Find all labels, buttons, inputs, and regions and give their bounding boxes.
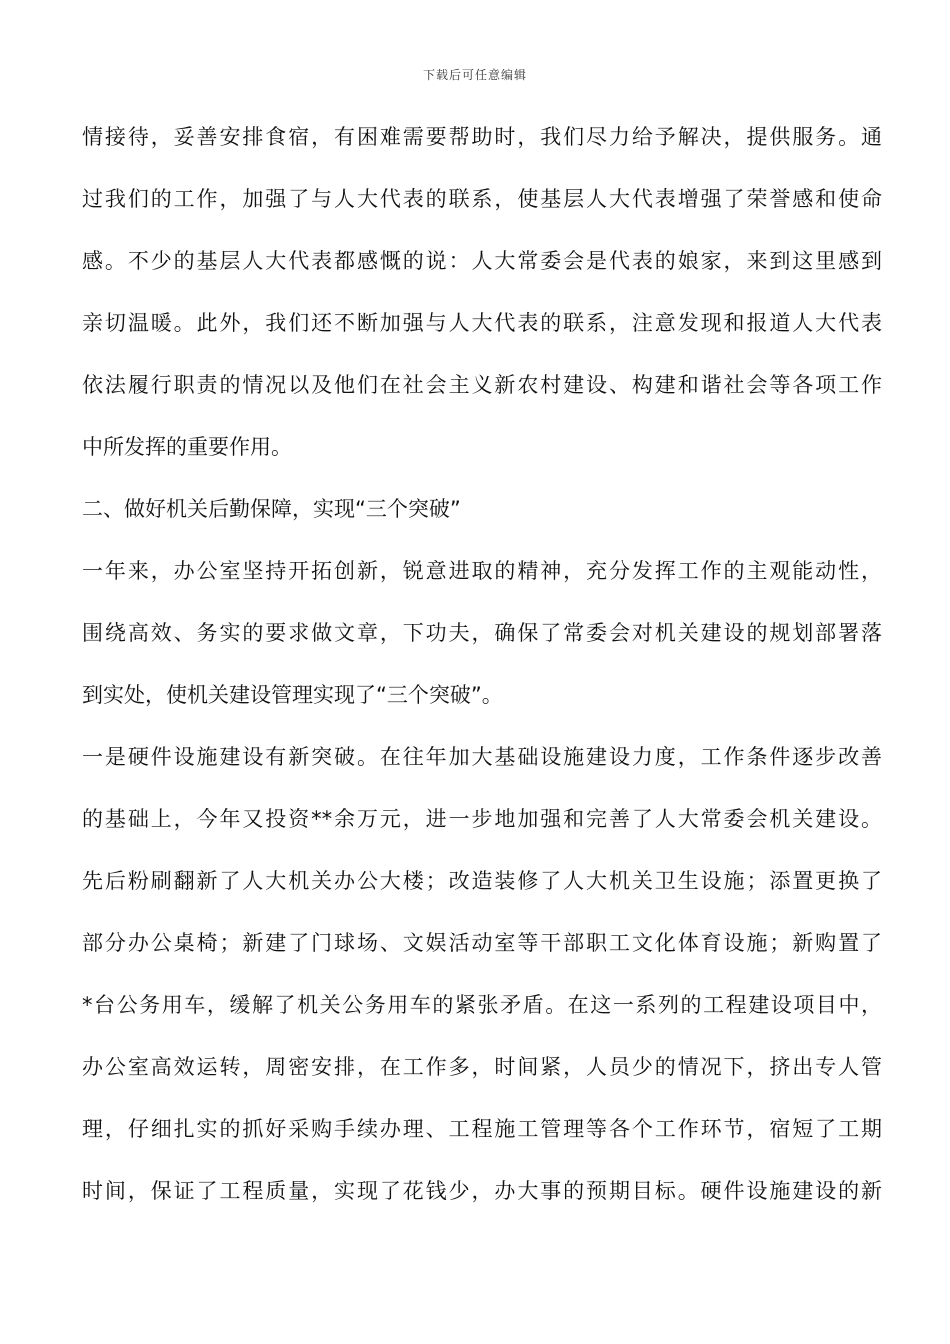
text-line: 依法履行职责的情况以及他们在社会主义新农村建设、构建和谐社会等各项工作 [82,373,882,397]
text-line: 到实处，使机关建设管理实现了“三个突破”。 [82,683,503,707]
text-line: 感。不少的基层人大代表都感慨的说：人大常委会是代表的娘家，来到这里感到 [82,249,882,273]
text-line: 过我们的工作，加强了与人大代表的联系，使基层人大代表增强了荣誉感和使命 [82,187,882,211]
text-line: 部分办公桌椅；新建了门球场、文娱活动室等干部职工文化体育设施；新购置了 [82,931,882,955]
text-line: 理，仔细扎实的抓好采购手续办理、工程施工管理等各个工作环节，宿短了工期 [82,1117,882,1141]
text-line: 围绕高效、务实的要求做文章，下功夫，确保了常委会对机关建设的规划部署落 [82,621,882,645]
text-line: 办公室高效运转，周密安排，在工作多，时间紧，人员少的情况下，挤出专人管 [82,1055,882,1079]
header-note: 下载后可任意编辑 [422,68,527,82]
text-line: 亲切温暖。此外，我们还不断加强与人大代表的联系，注意发现和报道人大代表 [82,311,882,335]
text-line: 一年来，办公室坚持开拓创新，锐意进取的精神，充分发挥工作的主观能动性， [82,559,882,583]
text-line: 时间，保证了工程质量，实现了花钱少，办大事的预期目标。硬件设施建设的新 [82,1179,882,1203]
text-line: *台公务用车，缓解了机关公务用车的紧张矛盾。在这一系列的工程建设项目中， [82,993,882,1017]
text-line: 中所发挥的重要作用。 [82,435,292,459]
text-line: 先后粉刷翻新了人大机关办公大楼；改造装修了人大机关卫生设施；添置更换了 [82,869,882,893]
text-line: 一是硬件设施建设有新突破。在往年加大基础设施建设力度，工作条件逐步改善 [82,745,882,769]
text-line: 情接待，妥善安排食宿，有困难需要帮助时，我们尽力给予解决，提供服务。通 [82,125,882,149]
section-heading: 二、做好机关后勤保障，实现“三个突破” [82,497,461,521]
body-text [82,113,882,1229]
text-line: 的基础上，今年又投资**余万元，进一步地加强和完善了人大常委会机关建设。 [82,807,882,831]
